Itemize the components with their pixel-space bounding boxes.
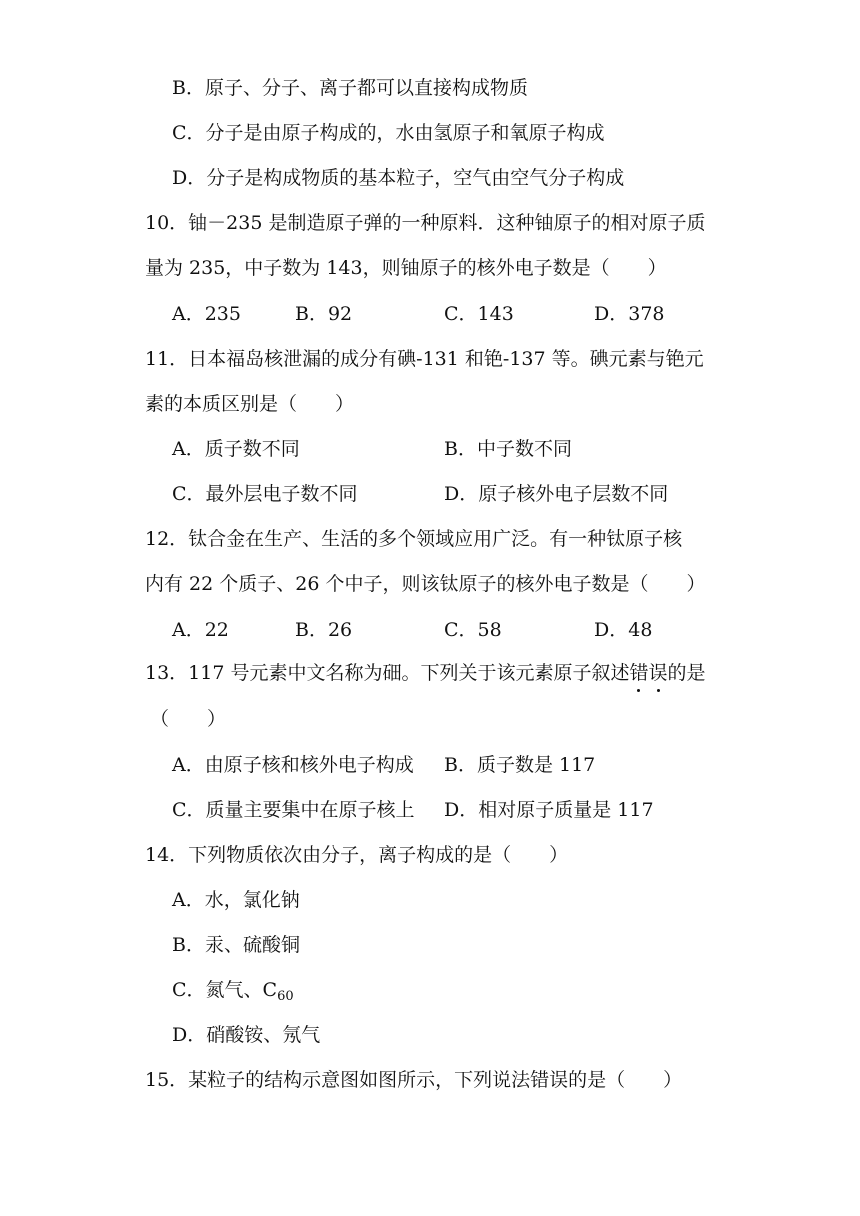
q11-option-a: A．质子数不同 <box>172 438 300 460</box>
q10-stem-line2: 量为 235，中子数为 143，则铀原子的核外电子数是（ ） <box>145 257 667 279</box>
q13-option-a: A．由原子核和核外电子构成 <box>172 754 414 776</box>
q14-option-c-subscript: 60 <box>277 989 294 1004</box>
q14-option-c <box>172 978 294 1009</box>
q12-stem-line2: 内有 22 个质子、26 个中子，则该钛原子的核外电子数是（ ） <box>145 573 706 595</box>
q14-stem: 14．下列物质依次由分子，离子构成的是（ ） <box>145 844 569 866</box>
q14-option-c-text: C．氮气、C <box>172 979 278 1001</box>
q11-option-b: B．中子数不同 <box>444 438 572 460</box>
q15-stem: 15．某粒子的结构示意图如图所示，下列说法错误的是（ ） <box>145 1069 683 1091</box>
q11-stem-line1: 11．日本福岛核泄漏的成分有碘-131 和铯-137 等。碘元素与铯元 <box>145 348 704 370</box>
q10-option-d: D．378 <box>594 303 665 325</box>
q9-option-c: C．分子是由原子构成的，水由氢原子和氧原子构成 <box>172 122 605 144</box>
q9-option-d: D．分子是构成物质的基本粒子，空气由空气分子构成 <box>172 167 625 189</box>
q13-option-b: B．质子数是 117 <box>444 754 596 776</box>
q9-option-b: B．原子、分子、离子都可以直接构成物质 <box>172 77 528 99</box>
q10-option-b: B．92 <box>295 303 353 325</box>
q14-option-a: A．水，氯化钠 <box>172 889 300 911</box>
q12-option-b: B．26 <box>295 619 353 641</box>
q13-stem-line1 <box>145 661 706 685</box>
q12-option-d: D．48 <box>594 619 653 641</box>
q11-stem-line2: 素的本质区别是（ ） <box>145 393 355 415</box>
q11-option-d: D．原子核外电子层数不同 <box>444 483 669 505</box>
q12-option-a: A．22 <box>172 619 229 641</box>
q13-emphasis-char-1: 错 <box>629 662 649 684</box>
q12-stem-line1: 12．钛合金在生产、生活的多个领域应用广泛。有一种钛原子核 <box>145 528 683 550</box>
q13-option-d: D．相对原子质量是 117 <box>444 799 654 821</box>
q13-option-c: C．质量主要集中在原子核上 <box>172 799 415 821</box>
q13-stem-line2: （ ） <box>150 708 227 730</box>
q13-stem-pre: 13．117 号元素中文名称为鿬。下列关于该元素原子叙述 <box>145 662 630 684</box>
q12-option-c: C．58 <box>444 619 502 641</box>
q14-option-d: D．硝酸铵、氖气 <box>172 1024 321 1046</box>
q13-emphasis-char-2: 误 <box>648 662 668 684</box>
q10-option-a: A．235 <box>172 303 241 325</box>
q13-stem-post: 的是 <box>667 662 706 684</box>
q11-option-c: C．最外层电子数不同 <box>172 483 358 505</box>
q10-stem-line1: 10．铀－235 是制造原子弹的一种原料．这种铀原子的相对原子质 <box>145 212 706 234</box>
q10-option-c: C．143 <box>444 303 514 325</box>
q14-option-b: B．汞、硫酸铜 <box>172 934 300 956</box>
